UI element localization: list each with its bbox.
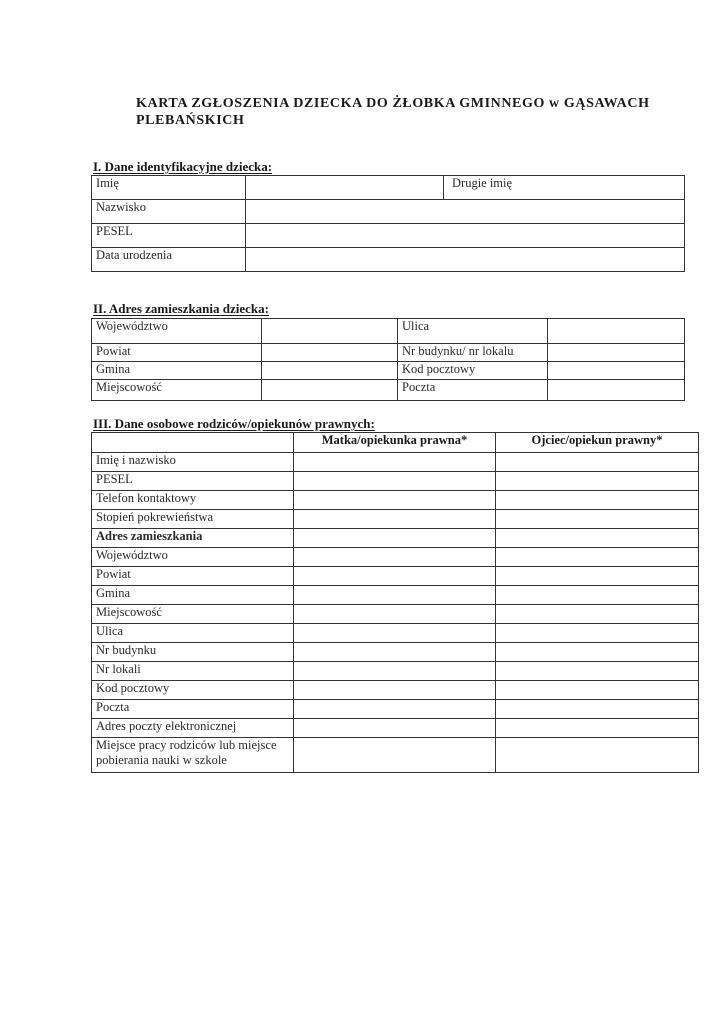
row-label-relationship: Stopień pokrewieństwa [92,510,294,529]
mother-voivodeship-field[interactable] [294,548,496,567]
table-row [92,380,685,401]
parents-table [91,432,699,773]
table-row [92,548,699,567]
pesel-label: PESEL [92,224,246,248]
mother-phone-field[interactable] [294,491,496,510]
row-label-post-office: Poczta [92,700,294,719]
table-row [92,586,699,605]
table-row [92,248,685,272]
father-street-field[interactable] [496,624,699,643]
column-header-mother: Matka/opiekunka prawna* [294,433,496,453]
father-email-field[interactable] [496,719,699,738]
district-label: Powiat [92,344,262,362]
table-row [92,362,685,380]
empty-header-cell [92,433,294,453]
father-address-cell [496,529,699,548]
child-identification-table [91,175,685,272]
father-commune-field[interactable] [496,586,699,605]
row-label-street: Ulica [92,624,294,643]
father-postcode-field[interactable] [496,681,699,700]
second-name-field[interactable] [444,176,685,200]
father-name-field[interactable] [496,453,699,472]
first-name-label: Imię [92,176,246,200]
table-row [92,662,699,681]
father-voivodeship-field[interactable] [496,548,699,567]
mother-email-field[interactable] [294,719,496,738]
table-row [92,719,699,738]
form-title: KARTA ZGŁOSZENIA DZIECKA DO ŻŁOBKA GMINNEGO w GĄSAWACH PLEBAŃSKICH [136,96,650,128]
table-row [92,200,685,224]
building-label: Nr budynku/ nr lokalu [398,344,548,362]
row-label-locality: Miejscowość [92,605,294,624]
father-apartment-field[interactable] [496,662,699,681]
mother-district-field[interactable] [294,567,496,586]
birth-date-label: Data urodzenia [92,248,246,272]
row-label-pesel: PESEL [92,472,294,491]
mother-locality-field[interactable] [294,605,496,624]
table-row [92,643,699,662]
row-label-email: Adres poczty elektronicznej [92,719,294,738]
row-label-address-heading: Adres zamieszkania [92,529,294,548]
mother-workplace-field[interactable] [294,738,496,773]
post-office-field[interactable] [548,380,685,401]
mother-apartment-field[interactable] [294,662,496,681]
first-name-field[interactable] [246,176,444,200]
mother-relationship-field[interactable] [294,510,496,529]
father-post-office-field[interactable] [496,700,699,719]
locality-label: Miejscowość [92,380,262,401]
section-heading-parents: III. Dane osobowe rodziców/opiekunów prawnych: [93,416,375,431]
table-row [92,605,699,624]
postcode-field[interactable] [548,362,685,380]
section-heading-child-address: II. Adres zamieszkania dziecka: [93,301,269,316]
row-label-apartment: Nr lokali [92,662,294,681]
mother-postcode-field[interactable] [294,681,496,700]
row-label-name: Imię i nazwisko [92,453,294,472]
table-row [92,491,699,510]
district-field[interactable] [262,344,398,362]
table-row [92,567,699,586]
street-field[interactable] [548,319,685,344]
mother-street-field[interactable] [294,624,496,643]
child-address-table [91,318,685,401]
mother-pesel-field[interactable] [294,472,496,491]
row-label-building: Nr budynku [92,643,294,662]
commune-label: Gmina [92,362,262,380]
table-row [92,344,685,362]
father-district-field[interactable] [496,567,699,586]
column-header-father: Ojciec/opiekun prawny* [496,433,699,453]
commune-field[interactable] [262,362,398,380]
father-phone-field[interactable] [496,491,699,510]
father-pesel-field[interactable] [496,472,699,491]
postcode-label: Kod pocztowy [398,362,548,380]
table-row [92,529,699,548]
row-label-voivodeship: Województwo [92,548,294,567]
father-relationship-field[interactable] [496,510,699,529]
post-office-label: Poczta [398,380,548,401]
street-label: Ulica [398,319,548,344]
mother-building-field[interactable] [294,643,496,662]
row-label-workplace: Miejsce pracy rodziców lub miejsce pobierania nauki w szkole [92,738,294,773]
table-row [92,738,699,773]
voivodeship-label: Województwo [92,319,262,344]
table-row [92,176,685,200]
surname-field[interactable] [246,200,685,224]
table-row [92,681,699,700]
table-row [92,453,699,472]
table-row [92,472,699,491]
table-row [92,319,685,344]
row-label-commune: Gmina [92,586,294,605]
table-row [92,624,699,643]
table-row [92,700,699,719]
row-label-postcode: Kod pocztowy [92,681,294,700]
table-row [92,510,699,529]
birth-date-field[interactable] [246,248,685,272]
father-locality-field[interactable] [496,605,699,624]
section-heading-child-identification: I. Dane identyfikacyjne dziecka: [93,159,273,174]
mother-post-office-field[interactable] [294,700,496,719]
locality-field[interactable] [262,380,398,401]
father-workplace-field[interactable] [496,738,699,773]
mother-commune-field[interactable] [294,586,496,605]
table-header-row [92,433,699,453]
building-field[interactable] [548,344,685,362]
second-name-label: Drugie imię [452,176,513,190]
father-building-field[interactable] [496,643,699,662]
row-label-district: Powiat [92,567,294,586]
mother-address-cell [294,529,496,548]
mother-name-field[interactable] [294,453,496,472]
table-row [92,224,685,248]
voivodeship-field[interactable] [262,319,398,344]
surname-label: Nazwisko [92,200,246,224]
pesel-field[interactable] [246,224,685,248]
row-label-phone: Telefon kontaktowy [92,491,294,510]
